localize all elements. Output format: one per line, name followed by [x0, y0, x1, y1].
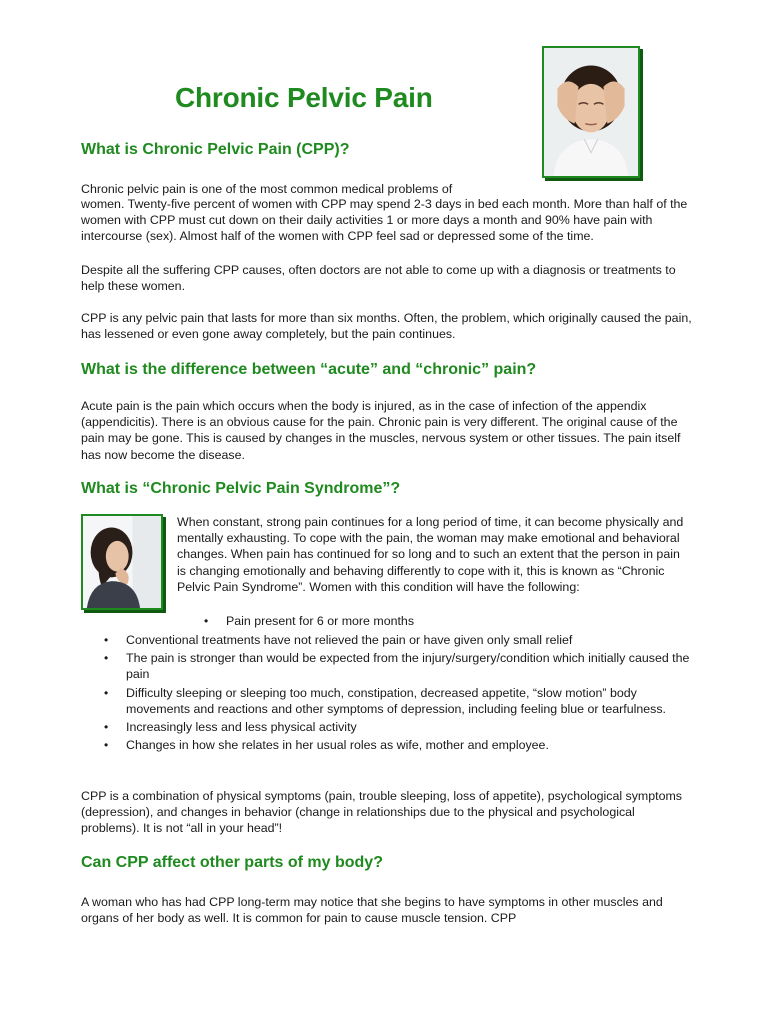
paragraph-acute-vs-chronic: Acute pain is the pain which occurs when the body is injured, as in the case of infection of the appendix (appendicitis). There is an obvious cause for the pain. Chronic pain is very different. The original cause of the pain may be gone. This is caused by changes in the muscles, nervous system or other tissues. The pain itself has now become the disease. [81, 399, 681, 462]
paragraph-cpp-intro-a: Chronic pelvic pain is one of the most common medical problems of [81, 182, 453, 196]
section-heading-cpp-syndrome: What is “Chronic Pelvic Pain Syndrome”? [81, 480, 401, 497]
list-item: • Changes in how she relates in her usual roles as wife, mother and employee. [104, 738, 549, 753]
section-heading-acute-vs-chronic: What is the difference between “acute” and “chronic” pain? [81, 361, 537, 378]
bullet-icon: • [104, 633, 109, 647]
bullet-icon: • [104, 720, 109, 735]
page-title: Chronic Pelvic Pain [175, 82, 433, 113]
paragraph-cpp-intro: women. Twenty-five percent of women with CPP may spend 2-3 days in bed each month. More than half of the women with CPP must cut down on their daily activities 1 or more days a month and 90% have pain with intercourse (sex). Almost half of the women with CPP feel sad or depressed some of the time. [81, 197, 688, 244]
list-item: • Difficulty sleeping or sleeping too much, constipation, decreased appetite, “slow motion” body movements and reactions and other symptoms of depression, including feeling blue or tearfulness. [104, 685, 666, 716]
paragraph-other-parts: A woman who has had CPP long-term may notice that she begins to have symptoms in other muscles and organs of her body as well. It is common for pain to cause muscle tension. CPP [81, 895, 663, 926]
paragraph-syndrome-intro: When constant, strong pain continues for a long period of time, it can become physically and mentally exhausting. To cope with the pain, the woman may make emotional and behavioral changes. When pain has continued for so long and to such an extent that the person in pain is changing emotionally and behaving differently to cope with it, this is known as “Chronic Pelvic Pain Syndrome”. Women with this condition will have the following: [177, 515, 684, 594]
bullet-list-symptoms [100, 632, 692, 755]
woman-window-photo [81, 514, 163, 610]
list-item: • Increasingly less and less physical activity [104, 720, 357, 735]
section-heading-other-parts: Can CPP affect other parts of my body? [81, 854, 383, 871]
bullet-icon: • [104, 685, 109, 700]
woman-headache-photo [542, 46, 640, 178]
section-heading-what-is-cpp: What is Chronic Pelvic Pain (CPP)? [81, 141, 350, 158]
list-item: • Pain present for 6 or more months [204, 614, 415, 628]
bullet-icon: • [204, 614, 209, 628]
list-item: • Conventional treatments have not relieved the pain or have given only small relief [104, 633, 573, 647]
bullet-list-first [200, 613, 680, 631]
paragraph-cpp-definition: CPP is any pelvic pain that lasts for more than six months. Often, the problem, which originally caused the pain, has lessened or even gone away completely, but the pain continues. [81, 311, 692, 342]
bullet-icon: • [104, 738, 109, 753]
paragraph-cpp-diagnosis: Despite all the suffering CPP causes, often doctors are not able to come up with a diagnosis or treatments to help these women. [81, 263, 676, 294]
paragraph-cpp-combination: CPP is a combination of physical symptoms (pain, trouble sleeping, loss of appetite), psychological symptoms (depression), and changes in behavior (change in relationships due to the physical and psychological problems). It is not “all in your head”! [81, 789, 683, 836]
bullet-icon: • [104, 651, 109, 666]
list-item: • The pain is stronger than would be expected from the injury/surgery/condition which initially caused the pain [104, 651, 690, 682]
